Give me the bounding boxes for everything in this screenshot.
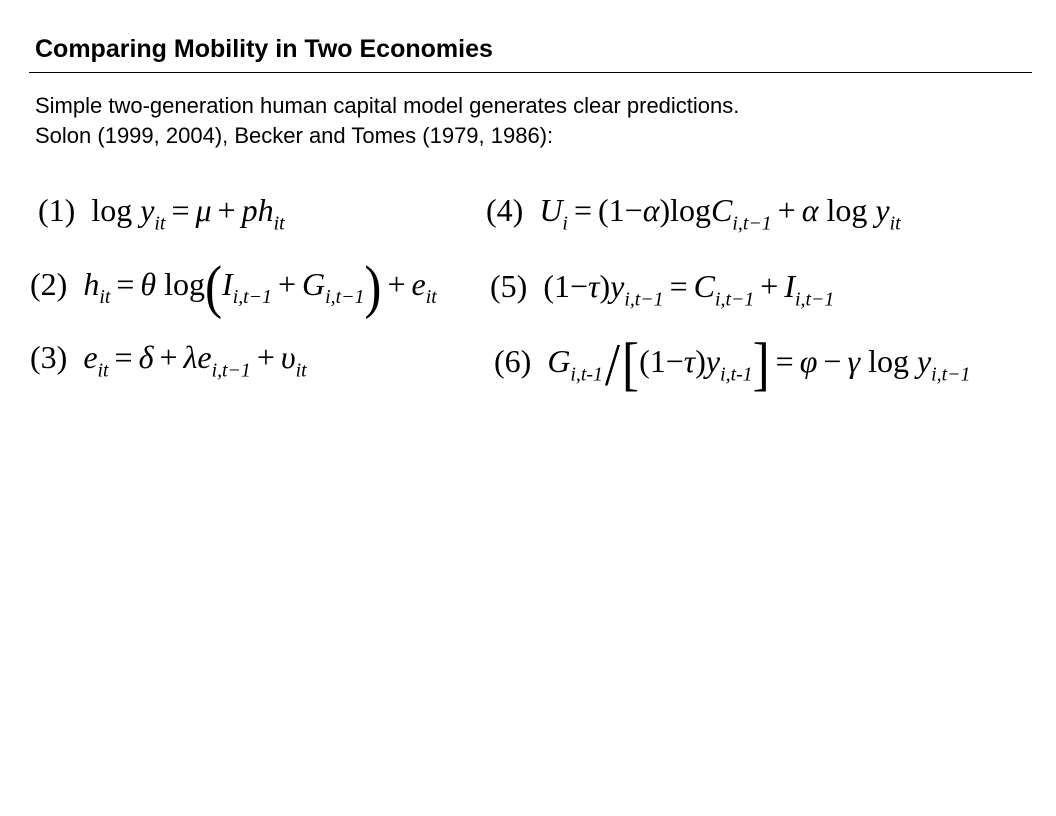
slide-title: Comparing Mobility in Two Economies: [35, 35, 493, 63]
intro-text: [35, 91, 1025, 151]
equation-3: (3) $e_{it} = \delta + \lambda e_{i,t-1} + \upsilon_{it}$: [30, 339, 307, 382]
intro-line-1: Simple two-generation human capital model generates clear predictions.: [35, 93, 740, 118]
intro-line-2: Solon (1999, 2004), Becker and Tomes (1979, 1986):: [35, 123, 554, 148]
equation-6: (6) $G_{i,t-1}/[(1-\tau)y_{i,t-1}] = \varphi - \gamma$ $\log y_{i,t-1}$: [494, 331, 971, 398]
equation-4: (4) $U_i = (1-\alpha)\log C_{i,t-1} + \alpha$ $\log y_{it}$: [486, 192, 901, 235]
equation-5: (5) $(1-\tau)y_{i,t-1} = C_{i,t-1} + I_{i,t-1}$: [490, 268, 835, 311]
equation-1: (1) $\log y_{it} = \mu + ph_{it}$: [38, 192, 285, 235]
title-divider: [29, 72, 1032, 73]
equation-2: (2) $h_{it} = \theta$ $\log(I_{i,t-1} + G_{i,t-1}) + e_{it}$: [30, 254, 437, 321]
